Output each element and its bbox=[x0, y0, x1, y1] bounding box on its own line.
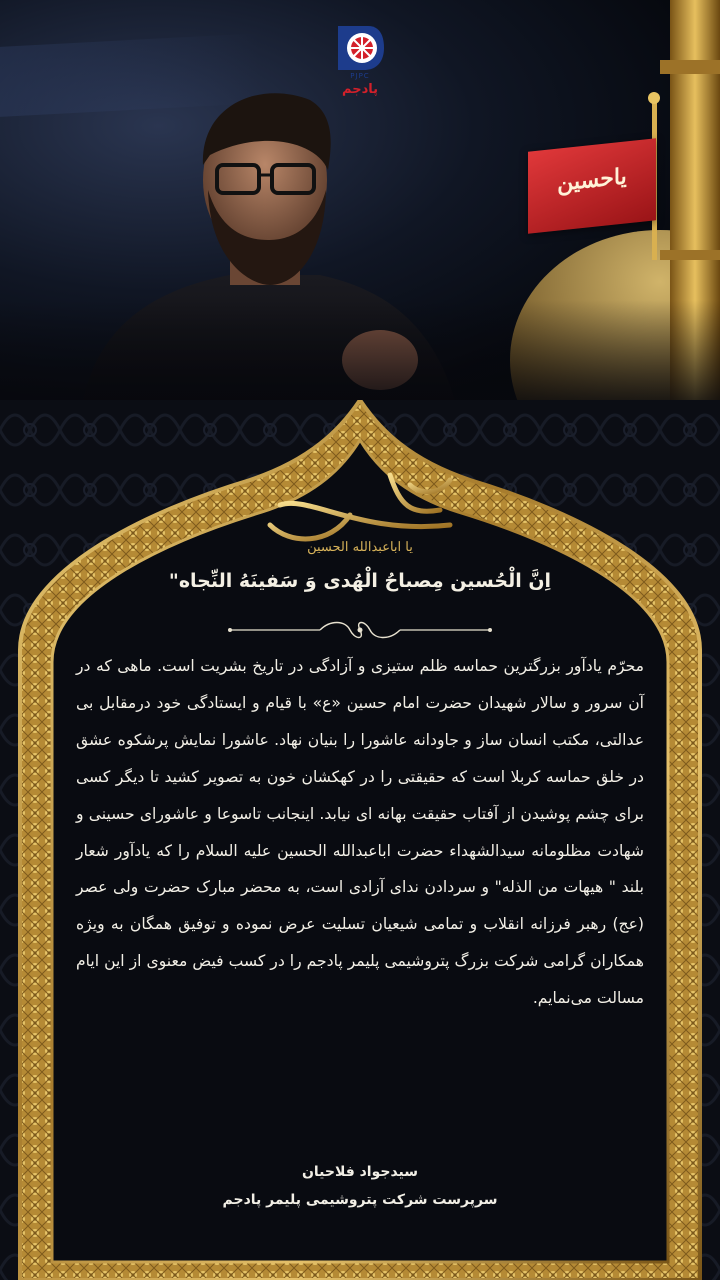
calligraphy-text: یا اباعبدالله الحسین bbox=[307, 540, 413, 555]
company-logo bbox=[328, 20, 392, 104]
logo-persian-text: پادجم bbox=[342, 82, 378, 97]
hadith-verse: اِنَّ الْحُسین مِصباحُ الْهُدی وَ سَفینَهُ النِّجاه" bbox=[168, 570, 552, 592]
condolence-message: محرّم یادآور بزرگترین حماسه ظلم ستیزی و آزادگی در تاریخ بشریت است. ماهی که در آن سرور و سالار شهیدان حضرت امام حسین «ع» با قیام و ایستادگی خود درمقابل بی عدالتی، مکتب انسان ساز و جاودانه عاشورا را بنیان نهاد. عاشورا نمایش پرشکوه عشق در خلق حماسه کربلا است که حقیقتی را در کهکشان خون به تصویر کشید تا دیگر کسی برای چشم پوشیدن از آفتاب حقیقت بهانه ای نیابد. اینجانب تاسوعا و عاشورای حسینی و شهادت مظلومانه سیدالشهداء حضرت اباعبدالله الحسین علیه السلام را که یادآور شعار بلند " هیهات من الذله" و سردادن ندای آزادی است، به محضر مبارک حضرت ولی عصر (عج) رهبر فرزانه انقلاب و تمامی شیعیان تسلیت عرض نموده و توفیق همگان به ویژه همکاران گرامی شرکت بزرگ پتروشیمی پلیمر پادجم را در کسب فیض معنوی از این ایام مسالت می‌نمایم. bbox=[76, 657, 644, 1008]
signer-title: سرپرست شرکت پتروشیمی پلیمر پادجم bbox=[222, 1192, 498, 1208]
logo-emblem-icon bbox=[328, 20, 392, 76]
flag-text: یاحسین bbox=[557, 163, 627, 197]
red-flag bbox=[528, 138, 656, 233]
calligraphy-emblem bbox=[250, 455, 470, 555]
signature-block bbox=[160, 1158, 560, 1214]
logo-latin-text: PJPC bbox=[350, 72, 370, 80]
ornament-divider bbox=[225, 618, 495, 642]
header-photo bbox=[0, 0, 720, 420]
signer-name: سیدجواد فلاحیان bbox=[301, 1164, 419, 1180]
